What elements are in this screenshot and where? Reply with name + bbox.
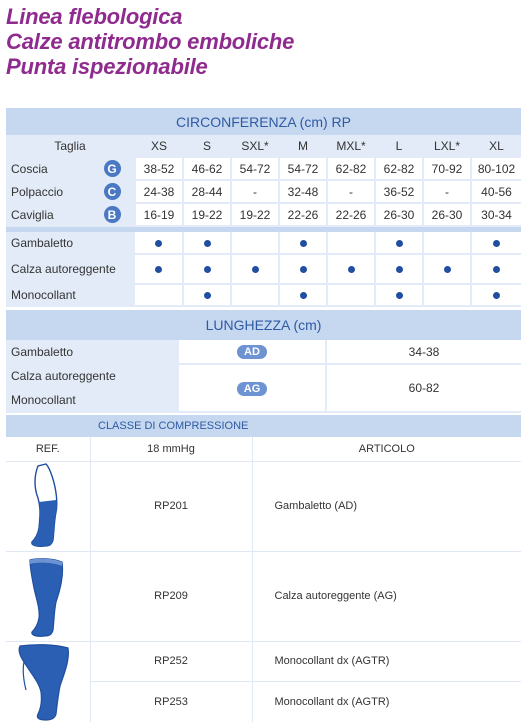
length-value: 34-38 bbox=[326, 340, 521, 364]
value-cell: 32-48 bbox=[279, 180, 327, 203]
value-cell: 28-44 bbox=[183, 180, 231, 203]
table-row bbox=[6, 461, 521, 551]
pressure-header: 18 mmHg bbox=[90, 437, 252, 461]
size-header: SXL* bbox=[231, 135, 279, 157]
availability-dot bbox=[396, 240, 403, 247]
table-row bbox=[6, 232, 521, 254]
compression-header: CLASSE DI COMPRESSIONE bbox=[6, 415, 521, 437]
article-cell: Gambaletto (AD) bbox=[252, 461, 521, 551]
availability-dot bbox=[348, 266, 355, 273]
thigh-stocking-icon bbox=[6, 552, 86, 640]
value-cell: 70-92 bbox=[423, 157, 471, 180]
length-header: LUNGHEZZA (cm) bbox=[6, 310, 521, 340]
table-row bbox=[6, 157, 521, 180]
value-cell: 80-102 bbox=[471, 157, 521, 180]
value-cell: 16-19 bbox=[135, 203, 183, 226]
value-cell: 54-72 bbox=[279, 157, 327, 180]
ref-cell: RP252 bbox=[90, 641, 252, 681]
ag-badge-icon: AG bbox=[237, 382, 267, 396]
title-line-1: Linea flebologica bbox=[6, 4, 183, 29]
availability-dot bbox=[204, 240, 211, 247]
table-row bbox=[6, 284, 521, 306]
row-label-calza-autoreggente: Calza autoreggente bbox=[6, 254, 135, 284]
value-cell: 40-56 bbox=[471, 180, 521, 203]
availability-dot bbox=[300, 240, 307, 247]
size-header: MXL* bbox=[327, 135, 375, 157]
size-table bbox=[6, 108, 521, 307]
table-row bbox=[6, 641, 521, 681]
size-header: XS bbox=[135, 135, 183, 157]
size-header: XL bbox=[471, 135, 521, 157]
row-label-polpaccio: Polpaccio bbox=[6, 180, 90, 203]
article-cell: Monocollant dx (AGTR) bbox=[252, 641, 521, 681]
ref-cell: RP253 bbox=[90, 681, 252, 721]
value-cell: 30-34 bbox=[471, 203, 521, 226]
value-cell: 36-52 bbox=[375, 180, 423, 203]
value-cell: 62-82 bbox=[327, 157, 375, 180]
size-header: M bbox=[279, 135, 327, 157]
ref-cell: RP209 bbox=[90, 551, 252, 641]
availability-dot bbox=[493, 240, 500, 247]
article-cell: Calza autoreggente (AG) bbox=[252, 551, 521, 641]
ad-badge-icon: AD bbox=[237, 345, 267, 359]
value-cell: 38-52 bbox=[135, 157, 183, 180]
table-row bbox=[6, 340, 521, 364]
monocollant-icon bbox=[6, 642, 86, 722]
size-header: LXL* bbox=[423, 135, 471, 157]
length-row-label: Calza autoreggente bbox=[6, 364, 178, 388]
length-value: 60-82 bbox=[326, 364, 521, 412]
value-cell: - bbox=[327, 180, 375, 203]
ref-header: REF. bbox=[6, 437, 90, 461]
availability-dot bbox=[493, 266, 500, 273]
title-line-2: Calze antitrombo emboliche bbox=[6, 29, 295, 54]
size-header: L bbox=[375, 135, 423, 157]
compression-table bbox=[6, 415, 521, 722]
article-header: ARTICOLO bbox=[252, 437, 521, 461]
value-cell: 54-72 bbox=[231, 157, 279, 180]
table-row bbox=[6, 364, 521, 388]
availability-dot bbox=[252, 266, 259, 273]
value-cell: 46-62 bbox=[183, 157, 231, 180]
availability-dot bbox=[396, 292, 403, 299]
table-row bbox=[6, 203, 521, 226]
availability-dot bbox=[444, 266, 451, 273]
ankle-badge-icon: B bbox=[104, 206, 121, 223]
row-label-monocollant: Monocollant bbox=[6, 284, 135, 306]
availability-dot bbox=[204, 266, 211, 273]
circumference-header: CIRCONFERENZA (cm) RP bbox=[6, 108, 521, 135]
size-header: S bbox=[183, 135, 231, 157]
availability-dot bbox=[300, 266, 307, 273]
row-label-gambaletto: Gambaletto bbox=[6, 232, 135, 254]
value-cell: 24-38 bbox=[135, 180, 183, 203]
article-cell: Monocollant dx (AGTR) bbox=[274, 695, 390, 708]
length-row-label: Monocollant bbox=[6, 388, 178, 412]
title-block bbox=[6, 4, 294, 79]
size-label: Taglia bbox=[6, 135, 135, 157]
availability-dot bbox=[300, 292, 307, 299]
length-row-label: Gambaletto bbox=[6, 340, 178, 364]
row-label-caviglia: Caviglia bbox=[6, 203, 90, 226]
value-cell: 26-30 bbox=[375, 203, 423, 226]
value-cell: 19-22 bbox=[183, 203, 231, 226]
value-cell: - bbox=[423, 180, 471, 203]
availability-dot bbox=[155, 266, 162, 273]
value-cell: 22-26 bbox=[327, 203, 375, 226]
row-label-coscia: Coscia bbox=[6, 157, 90, 180]
ref-cell: RP201 bbox=[90, 461, 252, 551]
value-cell: - bbox=[231, 180, 279, 203]
value-cell: 62-82 bbox=[375, 157, 423, 180]
availability-dot bbox=[155, 240, 162, 247]
calf-badge-icon: C bbox=[104, 183, 121, 200]
availability-dot bbox=[396, 266, 403, 273]
table-row bbox=[6, 180, 521, 203]
table-row bbox=[6, 551, 521, 641]
table-row bbox=[6, 254, 521, 284]
value-cell: 22-26 bbox=[279, 203, 327, 226]
length-table bbox=[6, 310, 521, 413]
knee-stocking-icon bbox=[6, 462, 86, 550]
availability-dot bbox=[493, 292, 500, 299]
thigh-badge-icon: G bbox=[104, 160, 121, 177]
value-cell: 19-22 bbox=[231, 203, 279, 226]
availability-dot bbox=[204, 292, 211, 299]
title-line-3: Punta ispezionabile bbox=[6, 54, 208, 79]
value-cell: 26-30 bbox=[423, 203, 471, 226]
